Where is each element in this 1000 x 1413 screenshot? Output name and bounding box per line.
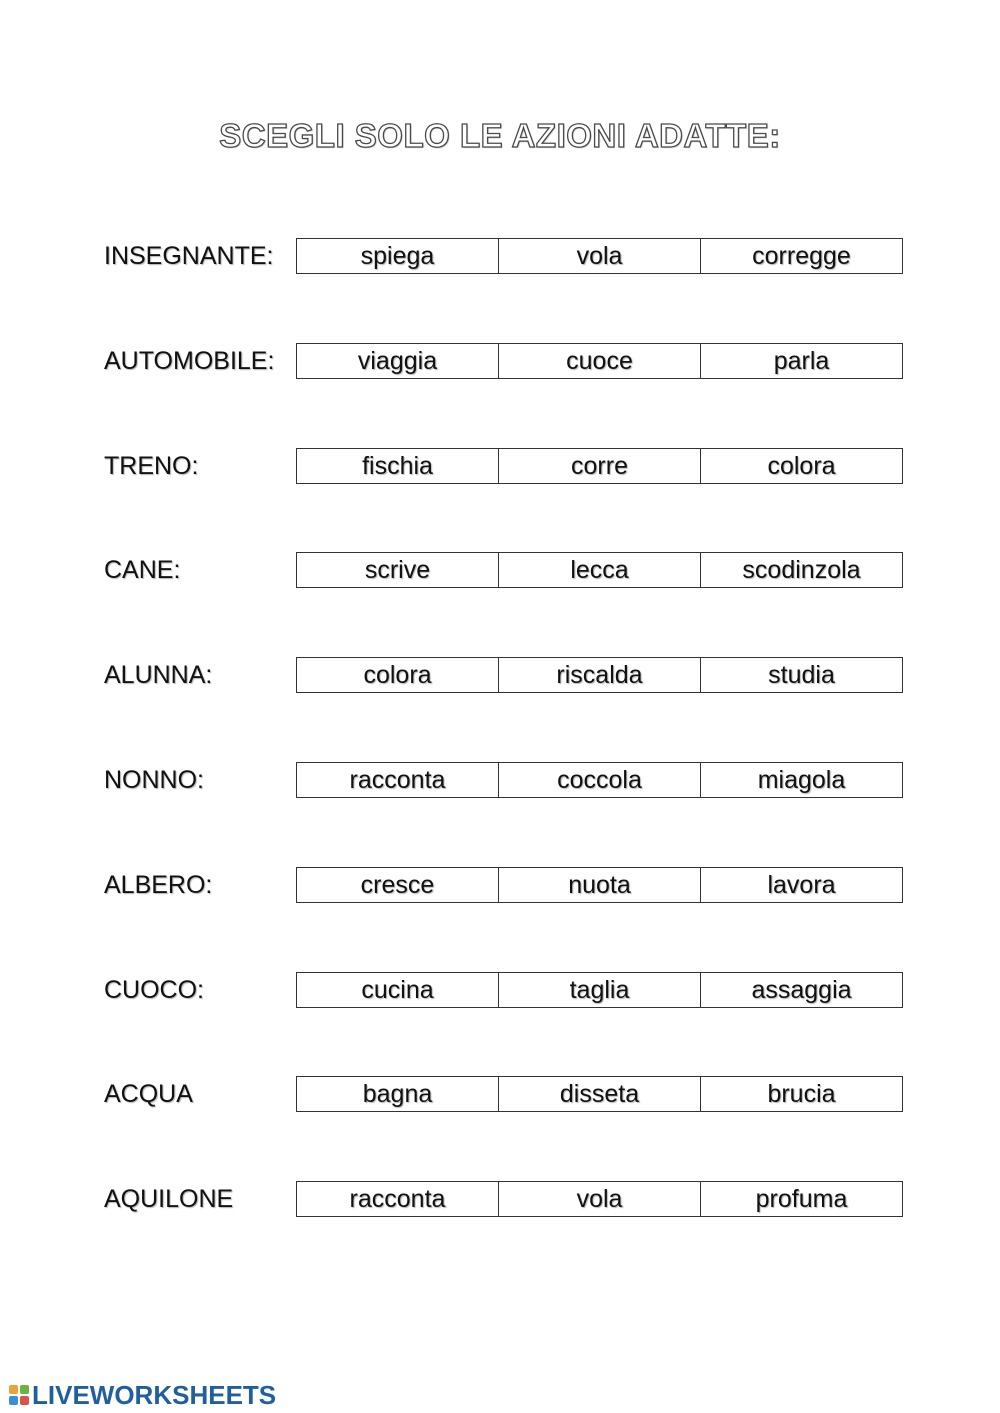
row-label: ACQUA — [104, 1080, 193, 1108]
row-label: TRENO: — [104, 452, 199, 480]
choice-option[interactable]: assaggia — [700, 973, 902, 1007]
choice-group — [296, 867, 903, 903]
choice-option[interactable]: cresce — [360, 870, 435, 899]
row-treno — [0, 448, 1000, 484]
choice-option[interactable]: corregge — [700, 239, 902, 273]
choice-option[interactable]: cucina — [361, 975, 434, 1004]
row-aquilone — [0, 1181, 1000, 1217]
choice-option[interactable]: coccola — [498, 763, 700, 797]
choice-option[interactable]: colora — [700, 449, 902, 483]
choice-option[interactable]: profuma — [700, 1182, 902, 1216]
row-label: ALUNNA: — [104, 661, 213, 689]
row-alunna — [0, 657, 1000, 693]
row-label: CANE: — [104, 556, 181, 584]
choice-group — [296, 657, 903, 693]
choice-option[interactable]: racconta — [349, 765, 446, 794]
choice-option[interactable]: scrive — [364, 555, 431, 584]
liveworksheets-logo-icon — [8, 1384, 30, 1406]
choice-option[interactable]: vola — [498, 1182, 700, 1216]
row-nonno — [0, 762, 1000, 798]
row-cuoco — [0, 972, 1000, 1008]
choice-group — [296, 343, 903, 379]
row-acqua — [0, 1076, 1000, 1112]
row-label: INSEGNANTE: — [104, 242, 274, 270]
choice-option[interactable]: viaggia — [357, 346, 438, 375]
choice-group — [296, 448, 903, 484]
choice-option[interactable]: cuoce — [498, 344, 700, 378]
row-automobile — [0, 343, 1000, 379]
row-label: NONNO: — [104, 766, 204, 794]
choice-option[interactable]: colora — [363, 660, 432, 689]
choice-option[interactable]: bagna — [362, 1079, 433, 1108]
choice-group — [296, 552, 903, 588]
choice-option[interactable]: vola — [498, 239, 700, 273]
choice-option[interactable]: disseta — [498, 1077, 700, 1111]
choice-option[interactable]: corre — [498, 449, 700, 483]
brand-name: LIVEWORKSHEETS — [32, 1380, 277, 1410]
row-insegnante — [0, 238, 1000, 274]
choice-option[interactable]: miagola — [700, 763, 902, 797]
choice-group — [296, 762, 903, 798]
row-label: ALBERO: — [104, 871, 213, 899]
choice-group — [296, 1076, 903, 1112]
choice-option[interactable]: riscalda — [498, 658, 700, 692]
choice-option[interactable]: lecca — [498, 553, 700, 587]
choice-option[interactable]: brucia — [700, 1077, 902, 1111]
worksheet-title: SCEGLI SOLO LE AZIONI ADATTE: — [219, 117, 781, 154]
choice-option[interactable]: parla — [700, 344, 902, 378]
choice-option[interactable]: scodinzola — [700, 553, 902, 587]
liveworksheets-logo[interactable] — [8, 1380, 276, 1410]
row-cane — [0, 552, 1000, 588]
row-label: AUTOMOBILE: — [104, 347, 275, 375]
choice-option[interactable]: lavora — [700, 868, 902, 902]
choice-option[interactable]: fischia — [362, 451, 433, 480]
choice-group — [296, 972, 903, 1008]
choice-option[interactable]: spiega — [360, 241, 435, 270]
choice-group — [296, 238, 903, 274]
row-label: AQUILONE — [104, 1185, 234, 1213]
choice-option[interactable]: racconta — [349, 1184, 446, 1213]
choice-group — [296, 1181, 903, 1217]
choice-option[interactable]: nuota — [498, 868, 700, 902]
row-albero — [0, 867, 1000, 903]
row-label: CUOCO: — [104, 976, 204, 1004]
choice-option[interactable]: studia — [700, 658, 902, 692]
choice-option[interactable]: taglia — [498, 973, 700, 1007]
